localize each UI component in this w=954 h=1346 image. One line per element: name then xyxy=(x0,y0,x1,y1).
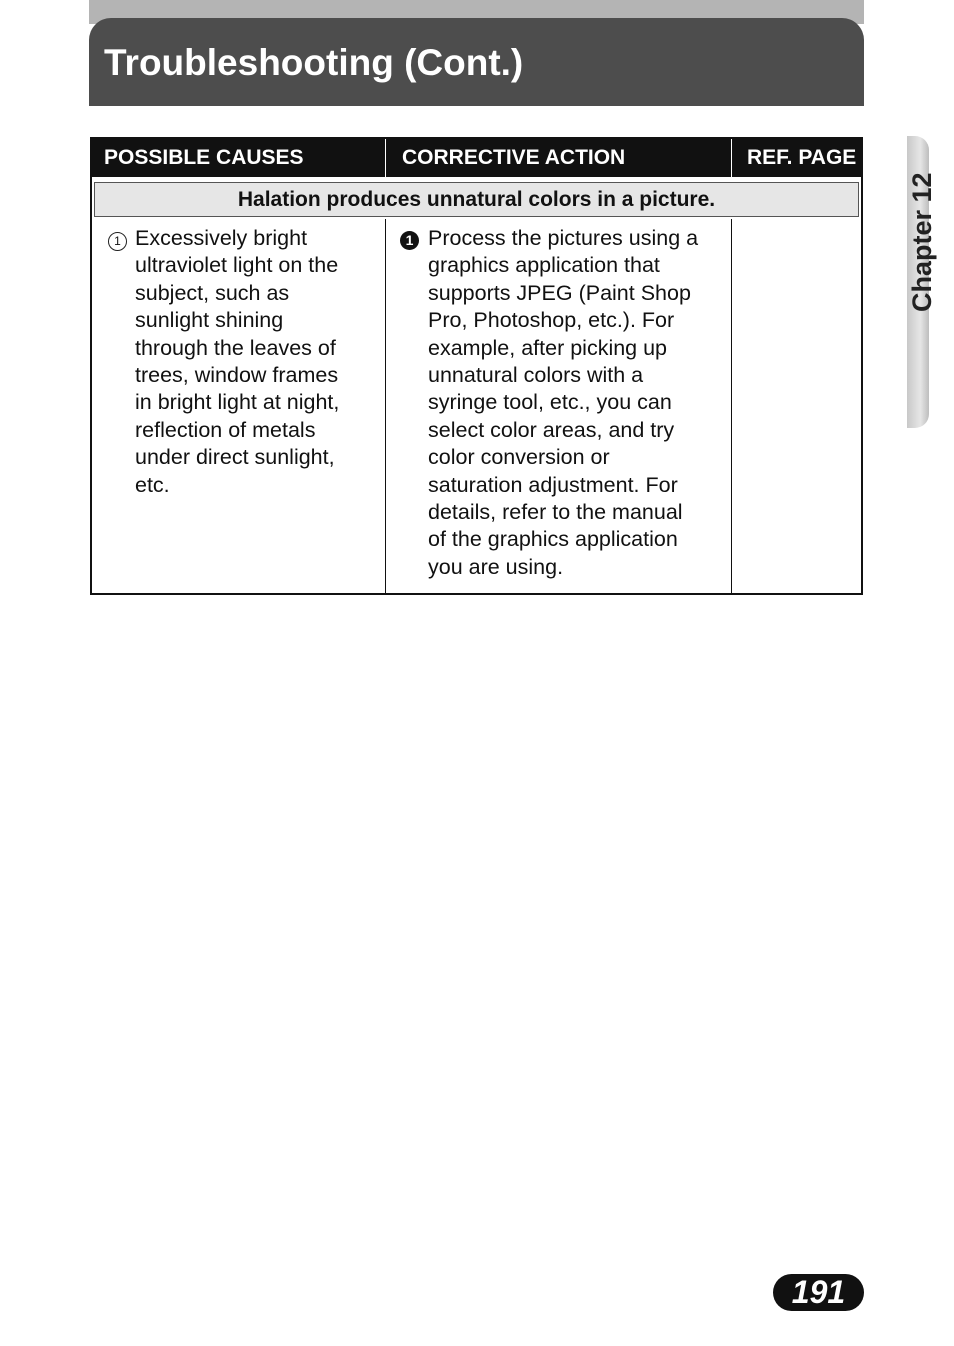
action-line: you are using. xyxy=(428,554,564,579)
column-header-causes: POSSIBLE CAUSES xyxy=(104,146,304,169)
page-title: Troubleshooting (Cont.) xyxy=(104,42,524,83)
column-divider xyxy=(385,219,386,593)
table-header xyxy=(92,139,861,177)
action-line: supports JPEG (Paint Shop xyxy=(428,280,691,305)
chapter-label: Chapter 12 xyxy=(907,172,937,312)
filled-circled-number-icon: 1 xyxy=(400,231,419,250)
cause-line: sunlight shining xyxy=(135,308,284,333)
circled-number-icon: 1 xyxy=(108,232,127,251)
cause-line: ultraviolet light on the xyxy=(135,253,339,278)
cause-line: through the leaves of xyxy=(135,335,336,360)
cause-line: trees, window frames xyxy=(135,363,339,388)
cause-line: in bright light at night, xyxy=(135,390,340,415)
cause-line: etc. xyxy=(135,472,170,497)
header-divider xyxy=(731,139,732,177)
cause-line: Excessively bright xyxy=(135,226,308,250)
action-number-marker xyxy=(400,225,419,252)
cause-line: under direct sunlight, xyxy=(135,445,335,470)
action-line: select color areas, and try xyxy=(428,417,675,442)
column-header-ref-page: REF. PAGE xyxy=(747,146,857,169)
action-line: graphics application that xyxy=(428,253,660,278)
action-line: saturation adjustment. For xyxy=(428,472,678,497)
cause-number-marker xyxy=(108,225,127,252)
action-line: syringe tool, etc., you can xyxy=(428,390,672,415)
column-divider xyxy=(731,219,732,593)
action-line: Pro, Photoshop, etc.). For xyxy=(428,308,675,333)
action-text xyxy=(428,225,728,581)
cause-line: subject, such as xyxy=(135,280,290,305)
cause-text xyxy=(135,225,380,499)
action-line: color conversion or xyxy=(428,445,610,470)
action-line: Process the pictures using a xyxy=(428,226,699,250)
chapter-side-label-wrap xyxy=(884,146,937,316)
page-number: 191 xyxy=(791,1274,846,1310)
section-title: Halation produces unnatural colors in a picture. xyxy=(94,182,859,217)
header-divider xyxy=(385,139,386,177)
action-line: unnatural colors with a xyxy=(428,363,644,388)
troubleshooting-table xyxy=(90,137,863,595)
action-line: example, after picking up xyxy=(428,335,668,360)
cause-line: reflection of metals xyxy=(135,417,316,442)
action-line: details, refer to the manual xyxy=(428,500,683,525)
action-line: of the graphics application xyxy=(428,527,678,552)
column-header-action: CORRECTIVE ACTION xyxy=(402,146,626,169)
